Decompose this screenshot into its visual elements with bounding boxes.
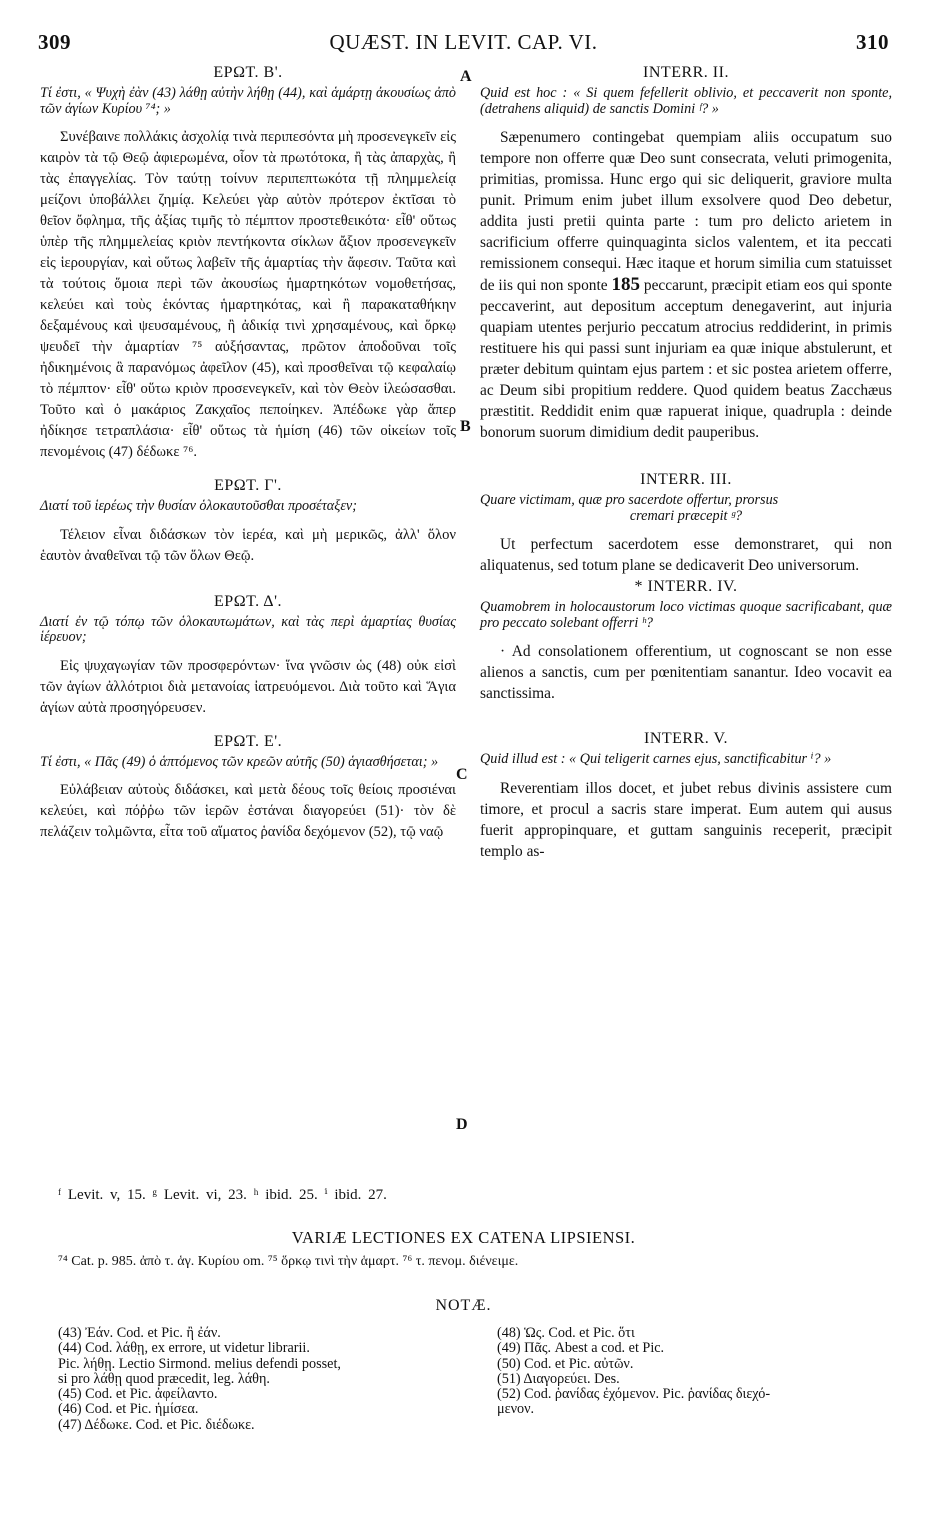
page-number-left: 309 — [38, 30, 71, 54]
notae-left-column — [58, 1326, 458, 1433]
greek-question-3: Διατί τοῦ ἱερέως τὴν θυσίαν ὁλοκαυτοῦσθαι προσέταξεν; — [40, 498, 357, 514]
latin-answer-5: Reverentiam illos docet, et jubet rebus divinis assistere cum timore, et procul a sacris stare imperat. Eum autem qui ausus fuerit appropinquare, et guttam sanguinis receperit, præcipit templo as- — [480, 779, 892, 860]
note-line: Pic. λήθῃ. Lectio Sirmond. melius defendi posset, — [58, 1355, 341, 1372]
greek-column — [40, 62, 456, 843]
margin-marker-a: A — [460, 68, 472, 85]
note-line: (44) Cod. λάθῃ, ex errore, ut videtur librarii. — [58, 1340, 310, 1357]
note-line: (49) Πᾶς. Abest a cod. et Pic. — [497, 1340, 665, 1357]
variae-lectiones-title: VARIÆ LECTIONES EX CATENA LIPSIENSI. — [291, 1228, 636, 1247]
greek-question-3-heading: ΕΡΩΤ. Γ'. — [214, 477, 282, 494]
greek-question-2-heading: ΕΡΩΤ. Β'. — [213, 64, 283, 81]
greek-answer-3: Τέλειον εἶναι διδάσκων τὸν ἱερέα, καὶ μὴ μερικῶς, ἀλλ' ὅλον ἑαυτὸν ἀναθεῖναι τῷ τῶν ὅλων Θεῷ. — [40, 526, 456, 564]
latin-question-3-line-2: cremari præcepit ᵍ? — [629, 507, 743, 524]
latin-question-4: Quamobrem in holocaustorum loco victimas quoque sacrificabant, quæ pro peccato solebant offerri ʰ? — [480, 599, 892, 631]
latin-question-2: Quid est hoc : « Si quem fefellerit oblivio, et peccaverit non sponte, (detrahens aliquid) de sanctis Domini ᶠ? » — [480, 85, 892, 117]
note-line: (50) Cod. et Pic. αὐτῶν. — [497, 1355, 634, 1372]
notae-right-column — [497, 1326, 897, 1418]
margin-marker-d: D — [456, 1116, 468, 1133]
note-line: (47) Δέδωκε. Cod. et Pic. διέδωκε. — [58, 1416, 255, 1433]
latin-question-4-heading: * INTERR. IV. — [634, 578, 738, 595]
latin-question-3 — [480, 493, 892, 524]
note-line: (52) Cod. ῥανίδας ἐχόμενον. Pic. ῥανίδας διεχό- — [497, 1386, 771, 1403]
latin-answer-2-part-2: peccarunt, præcipit etiam eos qui sponte peccaverint, aut depositum acceptum denegaverint, aut injuria quapiam utentes perjurio peccatum atrocius reddiderint, in primis restituere his qui passi sunt injuriam ea quæ inique abstulerunt, et præter debitum quintam ejus partem : et sic postea arietem offerre, ac Deum sibi propitium reddere. Quod quidem beatus Zacchæus præstitit. Reddidit enim quæ rapuerat inique, quadrupla : deinde bonorum suorum dimidium dedit pauperibus. — [480, 277, 892, 441]
note-line: (43) Ἐάν. Cod. et Pic. ἢ ἐάν. — [58, 1325, 221, 1341]
scripture-footnotes: ᶠ Levit. v, 15. ᵍ Levit. vi, 23. ʰ ibid. 25. ⁱ ibid. 27. — [58, 1187, 387, 1203]
greek-answer-4: Εἰς ψυχαγωγίαν τῶν προσφερόντων· ἵνα γνῶσιν ὡς (48) οὐκ εἰσὶ τῶν ἁγίων ἀλλότριοι διὰ μετανοίας ἰατρευόμενοι. Διὰ τοῦτο καὶ Ἅγια ἁγίων αὐτὰ προσηγόρευσεν. — [40, 657, 456, 716]
note-line: (46) Cod. et Pic. ἡμίσεα. — [58, 1401, 199, 1418]
latin-question-5: Quid illud est : « Qui teligerit carnes ejus, sanctificabitur ⁱ? » — [480, 751, 832, 767]
page-number-right: 310 — [856, 30, 889, 54]
greek-question-2: Τί ἐστι, « Ψυχὴ ἐὰν (43) λάθῃ αὐτὴν λήθῃ (44), καὶ ἁμάρτῃ ἀκουσίως ἀπὸ τῶν ἁγίων Κυρίου ⁷⁴; » — [40, 85, 456, 117]
note-line: (51) Διαγορεύει. Des. — [497, 1370, 620, 1387]
latin-question-3-line-1: Quare victimam, quæ pro sacerdote offertur, prorsus — [480, 492, 779, 508]
notae-title: NOTÆ. — [435, 1297, 492, 1314]
latin-column — [480, 62, 892, 862]
margin-marker-b: B — [460, 418, 471, 435]
column-number-marker: 185 — [611, 274, 640, 295]
latin-answer-2 — [480, 127, 892, 443]
latin-question-5-heading: INTERR. V. — [644, 730, 728, 747]
note-line: si pro λάθῃ quod præcedit, leg. λάθη. — [58, 1370, 270, 1387]
note-line: (48) Ὡς. Cod. et Pic. ὅτι — [497, 1325, 635, 1341]
variae-lectiones-text: ⁷⁴ Cat. p. 985. ἀπὸ τ. ἁγ. Κυρίου om. ⁷⁵ ὅρκῳ τινὶ τὴν ἁμαρτ. ⁷⁶ τ. πενομ. διένειμε. — [58, 1254, 519, 1269]
note-line: μενον. — [497, 1401, 535, 1418]
greek-question-4-heading: ΕΡΩΤ. Δ'. — [214, 592, 282, 610]
greek-answer-5: Εὐλάβειαν αὐτοὺς διδάσκει, καὶ μετὰ δέους τοῖς θείοις προσιέναι κελεύει, καὶ πόῤῥω τῶν ἱερῶν ἑστάναι διαγορεύει (51)· τὸν δὲ πελάζειν τολμῶντα, εἶτα τοῦ αἵματος ῥανίδα δεχόμενον (52), τῷ ναῷ — [40, 782, 456, 840]
latin-answer-3: Ut perfectum sacerdotem esse demonstraret, qui non aliquatenus, sed totum plane se dedicaverit Deo universorum. — [480, 536, 892, 574]
greek-question-5: Τί ἐστι, « Πᾶς (49) ὁ ἁπτόμενος τῶν κρεῶν αὐτῆς (50) ἁγιασθήσεται; » — [40, 753, 439, 770]
margin-marker-c: C — [456, 766, 468, 783]
greek-answer-2: Συνέβαινε πολλάκις ἀσχολίᾳ τινὰ περιπεσόντα μὴ προσενεγκεῖν εἰς καιρὸν τὰ τῷ Θεῷ ἀφιερωμένα, οἷον τὰ πρωτότοκα, ἢ τὰς ἀπαρχὰς, ἢ τὰς ἐπαγγελίας. Τὸν ταύτῃ τοίνυν περιπεπτωκότα τῇ πλημμελείᾳ μείζονι ὑποβάλλει ζημίᾳ. Κελεύει γὰρ αὐτὸν πρότερον ἐκτῖσαι τὸ θεῖον ὄφλημα, τῆς ἀξίας τιμῆς τὸ πέμπτον προστεθεικότα· εἶθ' οὕτως ὑπὲρ τῆς πλημμελείας κριὸν πεντήκοντα σίκλων ἄξιον προσενεγκεῖν εἰς ἱερουργίαν, καὶ οὕτως λαβεῖν τῆς ἁμαρτίας τὴν ἄφεσιν. Ταῦτα καὶ τὰ τούτοις ὅμοια περὶ τῶν ἀκουσίως ἡμαρτηκότων νομοθετήσας, κελεύει καὶ τοὺς ἑκόντας ἡμαρτηκότας, καὶ ἢ παρακαταθήκην δεξαμένους καὶ ψευσαμένους, ἢ ἀδικίᾳ τινὶ χρησαμένους, καὶ ὅρκῳ ψευδεῖ τὴν ἁμαρτίαν ⁷⁵ αὐξήσαντας, πρῶτον ἀποδοῦναι τοῖς ἠδικημένοις ἃ παρανόμως ἀφεῖλον (45), καὶ προσθεῖναι τῷ κεφαλαίῳ τὸ πέμπτον· εἶθ' οὕτω κριὸν προσενεγκεῖν, καὶ τὸν Θεὸν ἱλεώσασθαι. Τοῦτο καὶ ὁ μακάριος Ζακχαῖος πεποίηκεν. Ἀπέδωκε γὰρ ἅπερ ἠδίκησε τετραπλάσια· εἶθ' οὕτως τὰ ἡμίση (46) τῶν οἰκείων τοῖς πενομένοις (47) δέδωκε ⁷⁶. — [40, 129, 456, 460]
latin-answer-2-part-1: Sæpenumero contingebat quempiam aliis occupatum suo tempore non offerre quæ Deo sunt consecrata, veluti primogenita, primitias, promissa. Hunc ergo qui sic deliquerit, graviore multa punit. Primum enim jubet illum exsolvere quod Deo debetur, addita justi pretii quinta parte : tum pro delicto arietem in sacrificium offerre quinquaginta siclos valentem, et ita peccati remissionem consequi. Hæc itaque et horum similia cum statuisset de iis qui non sponte — [480, 129, 892, 294]
latin-question-3-heading: INTERR. III. — [640, 471, 732, 488]
latin-question-2-heading: INTERR. II. — [643, 64, 729, 81]
latin-answer-4: · Ad consolationem offerentium, ut cognoscant se non esse alienos a sanctis, cum per pœnitentiam sanantur. Ideo vocavit ea sanctissima. — [480, 643, 892, 702]
greek-question-5-heading: ΕΡΩΤ. Ε'. — [213, 732, 283, 750]
running-title: QUÆST. IN LEVIT. CAP. VI. — [329, 30, 598, 54]
note-line: (45) Cod. et Pic. ἀφείλαντο. — [58, 1386, 218, 1403]
greek-question-4: Διατί ἐν τῷ τόπῳ τῶν ὁλοκαυτωμάτων, καὶ τὰς περὶ ἁμαρτίας θυσίας ἱέρευον; — [40, 613, 456, 645]
